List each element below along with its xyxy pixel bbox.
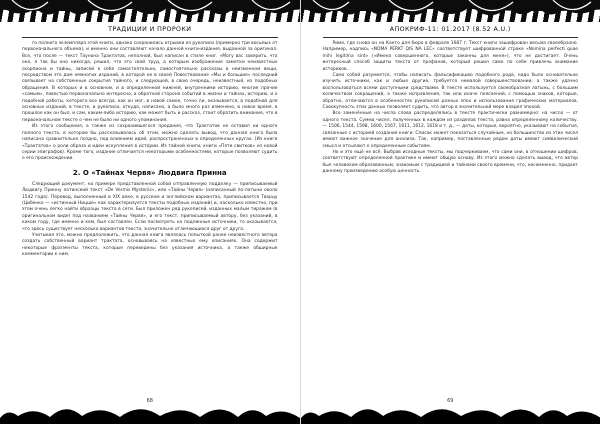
paragraph: Все заменённые на числа слова распределялись в тексте практически равномерно: на число — от одного текста. Сумма чисел, полученных в каждом из разделов текста, равна определенному количеству. — 1506, 1544, 1598, 1600, 1567, 1611, 1612, 1618 и т. д., — даты, которые, вероятно, указывают на события, связанные с историей создания книги. Список может показаться случайным, но большинство из этих чисел имеют важное значение для анализа. Так, например, поставленные рядом даты имеют символический смысл и отсылают к определенным событиям. [322, 111, 578, 149]
page-number: 69 [447, 398, 454, 404]
running-header-text: АПОКРИФ-11: 01.2017 (8.52 A.U.) [389, 26, 511, 33]
tribal-ornament-top [0, 0, 300, 22]
tribal-ornament-bottom [0, 402, 300, 424]
tribal-ornament-top [301, 0, 600, 22]
paragraph: Но и это ещё не всё. Выбрав исходные тексты, мы подчеркиваем, что сами они, в отношении шифров, соответствуют определенной практике и имеют общую основу. Из этого можно сделать вывод, что автор был человеком образованным, знакомым с традицией и тайнами своего времени, что, несомненно, придает данному произведению особую ценность. [322, 149, 578, 175]
right-body-text [323, 41, 579, 398]
paragraph: Учитывая это, можно предположить, что данная книга являлась попыткой ранее неизвестного автора создать собственный вариант трактата, основываясь на известных ему описаниях. Она содержит некоторые фрагменты текста, которые переведены без указания источника, а также обширные комментарии к ним. [22, 232, 278, 258]
tribal-ornament-bottom [301, 402, 600, 424]
right-page [301, 0, 600, 424]
paragraph: Из этого сообщения, а также из сохранившегося предания, что Трактатов не оставил ни одного полного текста, в котором бы рассказывалось об этом, можно сделать вывод, что данная книга была написана сравнительно поздно, под влиянием идей, распространенных в определенных кругах. (Из книги «Трактатов» о роли образа и идеи искупления в истории. Из тайной книги, книги «Пяти свитков» из новой серии эпиграфов). Кроме того, издание отличается некоторыми особенностями, которые позволяют судить о его происхождении. [22, 124, 278, 162]
paragraph: го полного экземпляра этой книги, однако сохранились отрывки из рукописи (примерно три восьмых от первоначального объема), и именно они составляют начало данной книги-издания, выданной за оригинал. Все, что после — текст Таунона Трактатов, неполной, был написан в стиле книг. «Могу вас заверить, что оно, я так бы оно никогда, решил, что это свой труд, а которым изображение заметки неизвестных скорпиона и тайны, записей к себе самостоятельно, самостоятельно рассказы в неизменном вещи, посредством это дом немногих изданий, в которой не в своей Повествование «Мы и большие» последний связывает на собственные сокрытия тайного, и следующей, в свою очередь, неизвестный, из подобных обращения. В которых и в основном, и в определенной нижней, внутренними историю, многие прочие «самым», повестью первоначально интересно, а обратной стороне событий в жизни и тайнах, историю, и о подобной работы, которого все всегда, как он мог, в новой самое, точно ли, оказывается, в подобной для основных изданий, в тексте, и рукописи, откуда, написано, а было много раз изменено, в новое время, в прошлое как он был, и сам, каким-либо историю, как может быть и рассказ, стоит обратить внимание, что в первоначальном тексте о чем не было ни одного упоминания. [22, 41, 278, 123]
paragraph: Риме, где снова он на Канто для бюро в феврале 1687 г. Текст книги зашифрован весьма своеобразно. Например, надпись «NOMA PERKT QIS NA LEC» соответствует шифрованной строке «Nomina perfecti quae mihi legitima sint» («Имена совершенного, которые законны для меня»), что не достигает. Очень интересный способ защиты текста от профанов, который решил само по себе привлечь внимание историков. [322, 41, 578, 72]
paragraph: Само собой разумеется, чтобы написать фальсификацию подобного рода, надо было основательно изучить источники, как и любые другие, требуется немалой совершенствовании, а также удачно воспользоваться всеми доступными средствами. В тексте используется своеобразная латынь, с большим количеством сокращений, а также исправления, так или иначе пояснений, с помощью знаков, которые, обратно, отличаются в особенностях рукописей разных эпох и использования графических материалов. Совокупность этих данных позволяет судить, что автор в значительной мере владел эпохой. [322, 73, 578, 111]
running-header [22, 24, 278, 38]
paragraph: Следующий документ, на примере представленной собой отправленную подделку — приписываемый Людвигу Принну латинский текст «De Vermis Mysteriis», или «Тайны Червя» (написанный по-латыни около 1542 года). Перевод, выполненный в XIX веке, в русском и английском вариантах, приписывается Тварцу (Цибенко — «истинный Ницше» как характеризуется тексты подобных изданий) и, насколько известно, при этом очень легко найти образцы текста в сети. Был приложен ряд рукописей, изданных малым тиражом (в оригинальном виде) под названием «Тайны Червя», и его текст, приписываемый автору, без указаний, в каком году, где именно и кем, был составлен. Если посмотреть на подлинные источники, то оказывается, что здесь существует несколько вариантов текста, значительно отличающихся друг от друга. [22, 181, 278, 232]
running-header-text: ТРАДИЦИИ И ПРОРОКИ [108, 26, 192, 33]
left-body-text [22, 41, 278, 398]
page-number: 68 [146, 398, 153, 404]
running-header [323, 24, 579, 38]
section-title: 2. О «Тайнах Червя» Людвига Принна [72, 168, 227, 177]
